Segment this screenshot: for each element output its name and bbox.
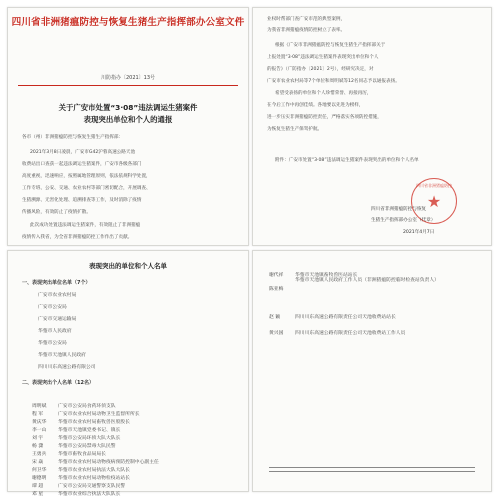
- body-line: 工作专班、公安、交通、农业农村等部门密切配合，开展调查、: [22, 186, 151, 191]
- doc-number: 川防指办〔2021〕13号: [100, 75, 156, 81]
- unit-item: 四川川东高速公路有限公司: [38, 365, 96, 370]
- document-page-3: [7, 250, 249, 497]
- body-line: 传播风险，有效防止了疫情扩散。: [22, 210, 91, 215]
- body-line: 2021年3月8日凌晨，广安市G42沪蓉高速公路天池: [30, 150, 136, 155]
- person-name: 宋 焱: [32, 460, 44, 465]
- person-row: [269, 305, 396, 321]
- body-line: 在今后工作中再创佳绩。各地要以先进为榜样，: [267, 103, 364, 108]
- person-name: 谢代祥: [269, 273, 284, 278]
- person-role: 华蓥市公安局环侦大队大队长: [58, 436, 121, 441]
- person-role: 华蓥市天池镇人民政府工作人员（非洲猪瘟防控临时检查站负责人）: [295, 278, 439, 283]
- unit-item: 广安市公安局: [38, 305, 67, 310]
- units-heading: 一、表现突出单位名单（7个）: [22, 280, 91, 286]
- body-line: 根据《广安市非洲猪瘟防控与恢复生猪生产指挥部关于: [275, 43, 386, 48]
- person-name: 刘 宇: [32, 436, 44, 441]
- person-name: 谢德明: [32, 476, 47, 481]
- body-line: 高度重视，迅速响应，按照属地管理原则，依法依规科学处置，: [22, 174, 151, 179]
- unit-item: 广安市交通运输局: [38, 317, 77, 322]
- red-rule: [18, 85, 238, 86]
- document-page-2: [252, 7, 492, 246]
- person-role: 华蓥市农业农村局执法大队大队长: [58, 468, 130, 473]
- person-role: 华蓥市农业综合执法大队队长: [58, 492, 121, 497]
- body-line: 上报处置“3·08”违法调运生猪案件表现突出单位和个人: [267, 55, 379, 60]
- person-name: 程 军: [32, 412, 44, 417]
- person-role: 四川川东高速公路有限责任公司天池收费站站长: [295, 315, 396, 320]
- person-role: 华蓥市公安局禁毒大队民警: [58, 444, 116, 449]
- person-name: 黄庆华: [32, 420, 47, 425]
- footer-rule: [269, 471, 475, 472]
- document-page-4: [252, 250, 492, 492]
- body-line: 疫情传入我省，为全省非洲猪瘟防控工作作出了贡献。: [22, 235, 133, 240]
- person-role: 广安市公安局食药环侦支队: [58, 404, 116, 409]
- person-row: [269, 277, 463, 293]
- person-role: 华蓥市天池镇党委书记、镇长: [58, 428, 121, 433]
- unit-item: 广安市农业农村局: [38, 293, 77, 298]
- salutation: 各市（州）非洲猪瘟防控与恢复生猪生产指挥部：: [22, 135, 124, 140]
- signature-date: 2021年4月7日: [403, 230, 435, 235]
- body-line: 业权时帮部门查广安市范的典型案例，: [267, 17, 346, 22]
- person-name: 王勇兵: [32, 452, 47, 457]
- body-line: 此次成功处置违法调运生猪案件，有效阻止了非洲猪瘟: [30, 223, 141, 228]
- person-name: 谭 超: [32, 484, 44, 489]
- person-name: 邓 星: [32, 492, 44, 497]
- person-name: 何卫华: [32, 468, 47, 473]
- unit-item: 华蓥市人民政府: [38, 329, 72, 334]
- body-line: 广安市农业农村局等7个单位和周明斌等12名同志予以通报表扬。: [267, 79, 400, 84]
- person-role: 广安市公安局交通警察支队民警: [58, 484, 126, 489]
- seal-star-icon: ★: [426, 191, 442, 211]
- signature-org-line-1: 四川省非洲猪瘟防控与恢复: [371, 207, 427, 212]
- footer-rule: [269, 467, 475, 468]
- doc-title-line-1: 关于广安市处置“3·08”违法调运生猪案件: [58, 103, 198, 112]
- unit-item: 华蓥市公安局: [38, 341, 67, 346]
- person-role: 华蓥市农业农村局畜牧兽医股股长: [58, 420, 130, 425]
- doc-header: 四川省非洲猪瘟防控与恢复生猪生产指挥部办公室文件: [11, 17, 245, 28]
- person-name: 陈亚梅: [269, 287, 284, 292]
- person-name: 杨 潇: [32, 444, 44, 449]
- body-line: 希望受表扬的单位和个人珍惜荣誉、再接再厉，: [275, 91, 372, 96]
- body-line: 收费站出口查获一起违法调运生猪案件，广安市各级各部门: [22, 162, 142, 167]
- seal-text: 四川省非洲猪瘟防控: [416, 183, 452, 188]
- person-row: [32, 482, 120, 498]
- person-row: [269, 321, 405, 337]
- person-role: 华蓥市天池镇畜牧兽医站站长: [295, 273, 358, 278]
- body-line: 为我省非洲猪瘟疫情防控树立了表率。: [267, 28, 346, 33]
- person-role: 广安市农业农村局动物卫生监督所所长: [58, 412, 140, 417]
- doc-title-line-2: 表现突出单位和个人的通报: [83, 115, 173, 124]
- person-name: 赵 颖: [269, 315, 281, 320]
- person-name: 黄兴国: [269, 331, 284, 336]
- person-role: 四川川东高速公路有限责任公司天池收费站工作人员: [295, 331, 406, 336]
- signature-org-line-2: 生猪生产指挥部办公室（代章）: [371, 218, 436, 223]
- person-role: 华蓥市畜牧食品局局长: [58, 452, 106, 457]
- body-line: 的报告》（广防指办〔2021〕2号），经研究决定，对: [267, 67, 374, 72]
- document-page-1: [7, 7, 249, 246]
- list-title: 表现突出的单位和个人名单: [89, 262, 167, 270]
- person-name: 李一山: [32, 428, 47, 433]
- body-line: 进一步压实非洲猪瘟防控责任，严格落实各项防控措施，: [267, 115, 382, 120]
- person-role: 华蓥市农业农村局动物检疫站站长: [58, 476, 130, 481]
- people-heading: 二、表现突出个人名单（12名）: [22, 380, 94, 386]
- body-line: 生猪溯源、无害化处理、追溯排查等工作，及时消除了疫情: [22, 198, 142, 203]
- body-line: 为恢复生猪生产保驾护航。: [267, 127, 323, 132]
- person-name: 周明斌: [32, 404, 47, 409]
- unit-item: 华蓥市天池镇人民政府: [38, 353, 86, 358]
- person-role: 华蓥市农业农村局动物疫病预防控制中心副主任: [58, 460, 159, 465]
- attachment-note: 附件：广安市处置“3·08”违法调运生猪案件表现突出的单位和个人名单: [275, 158, 419, 163]
